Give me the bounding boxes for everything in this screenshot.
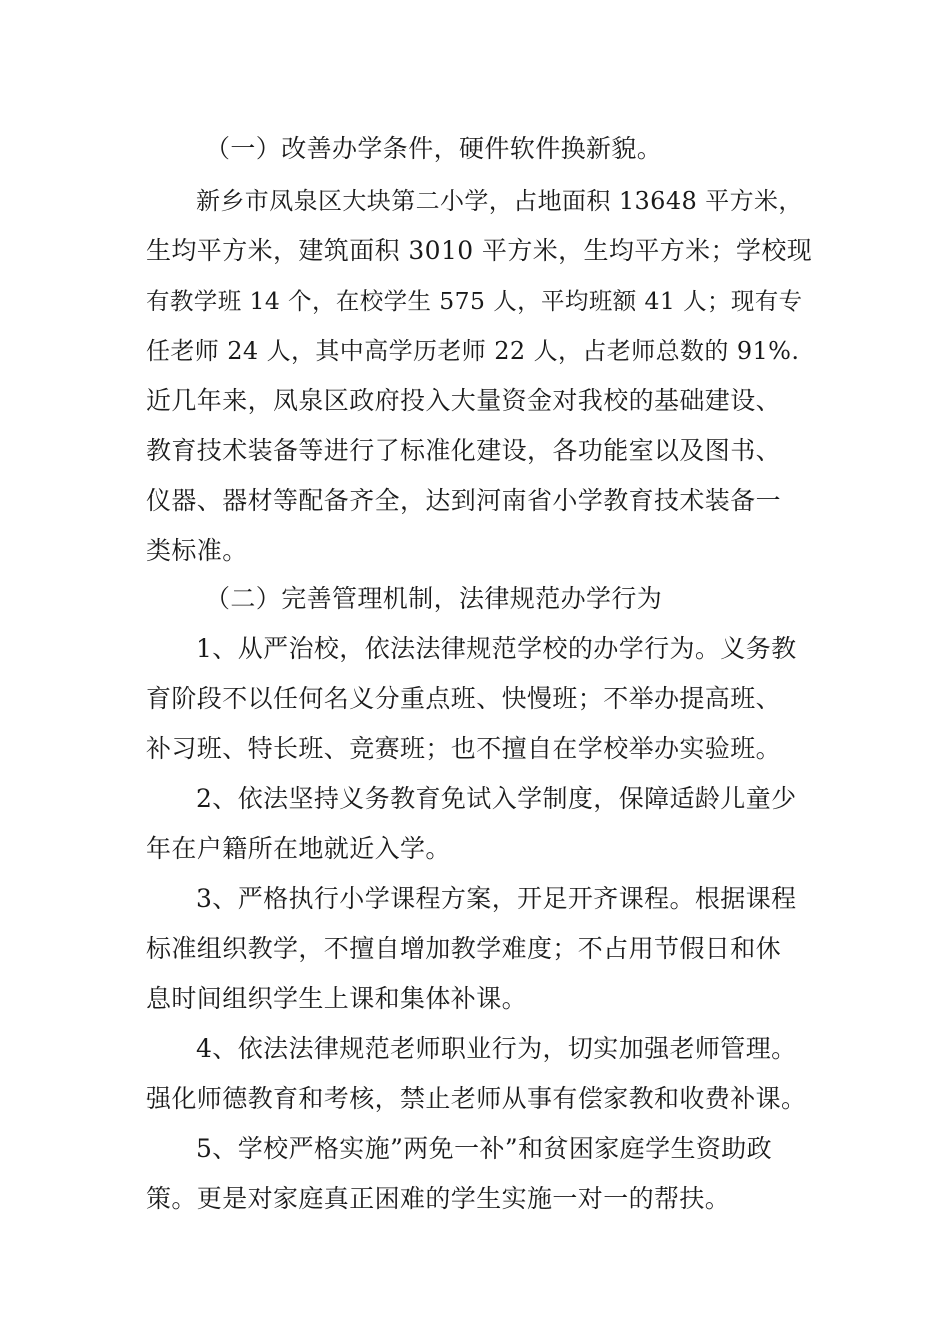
paragraph-line: 近几年来，凤泉区政府投入大量资金对我校的基础建设、 xyxy=(146,386,782,415)
paragraph-line: 5、学校严格实施”两免一补”和贫困家庭学生资助政 xyxy=(196,1134,773,1163)
paragraph-line: 任老师 24 人，其中高学历老师 22 人，占老师总数的 91%. xyxy=(146,337,800,365)
paragraph-line: 有教学班 14 个，在校学生 575 人，平均班额 41 人；现有专 xyxy=(146,287,803,315)
paragraph-line: 标准组织教学，不擅自增加教学难度；不占用节假日和休 xyxy=(146,934,782,963)
section-heading-2: （二）完善管理机制，法律规范办学行为 xyxy=(205,584,663,613)
paragraph-line: 新乡市凤泉区大块第二小学，占地面积 13648 平方米， xyxy=(196,187,803,215)
paragraph-line: 教育技术装备等进行了标准化建设，各功能室以及图书、 xyxy=(146,436,782,465)
paragraph-line: 4、依法法律规范老师职业行为，切实加强老师管理。 xyxy=(196,1034,797,1063)
paragraph-line: 仪器、器材等配备齐全，达到河南省小学教育技术装备一 xyxy=(146,486,782,515)
paragraph-line: 策。更是对家庭真正困难的学生实施一对一的帮扶。 xyxy=(146,1184,731,1213)
paragraph-line: 3、严格执行小学课程方案，开足开齐课程。根据课程 xyxy=(196,884,797,913)
paragraph-line: 息时间组织学生上课和集体补课。 xyxy=(146,984,528,1013)
paragraph-line: 强化师德教育和考核，禁止老师从事有偿家教和收费补课。 xyxy=(146,1084,807,1113)
section-heading-1: （一）改善办学条件，硬件软件换新貌。 xyxy=(205,134,663,163)
paragraph-line: 育阶段不以任何名义分重点班、快慢班；不举办提高班、 xyxy=(146,684,782,713)
paragraph-line: 类标准。 xyxy=(146,536,248,565)
paragraph-line: 1、从严治校，依法法律规范学校的办学行为。义务教 xyxy=(196,634,797,663)
paragraph-line: 年在户籍所在地就近入学。 xyxy=(146,834,451,863)
paragraph-line: 2、依法坚持义务教育免试入学制度，保障适龄儿童少 xyxy=(196,784,797,813)
paragraph-line: 补习班、特长班、竞赛班；也不擅自在学校举办实验班。 xyxy=(146,734,782,763)
paragraph-line: 生均平方米，建筑面积 3010 平方米，生均平方米；学校现 xyxy=(146,236,813,265)
